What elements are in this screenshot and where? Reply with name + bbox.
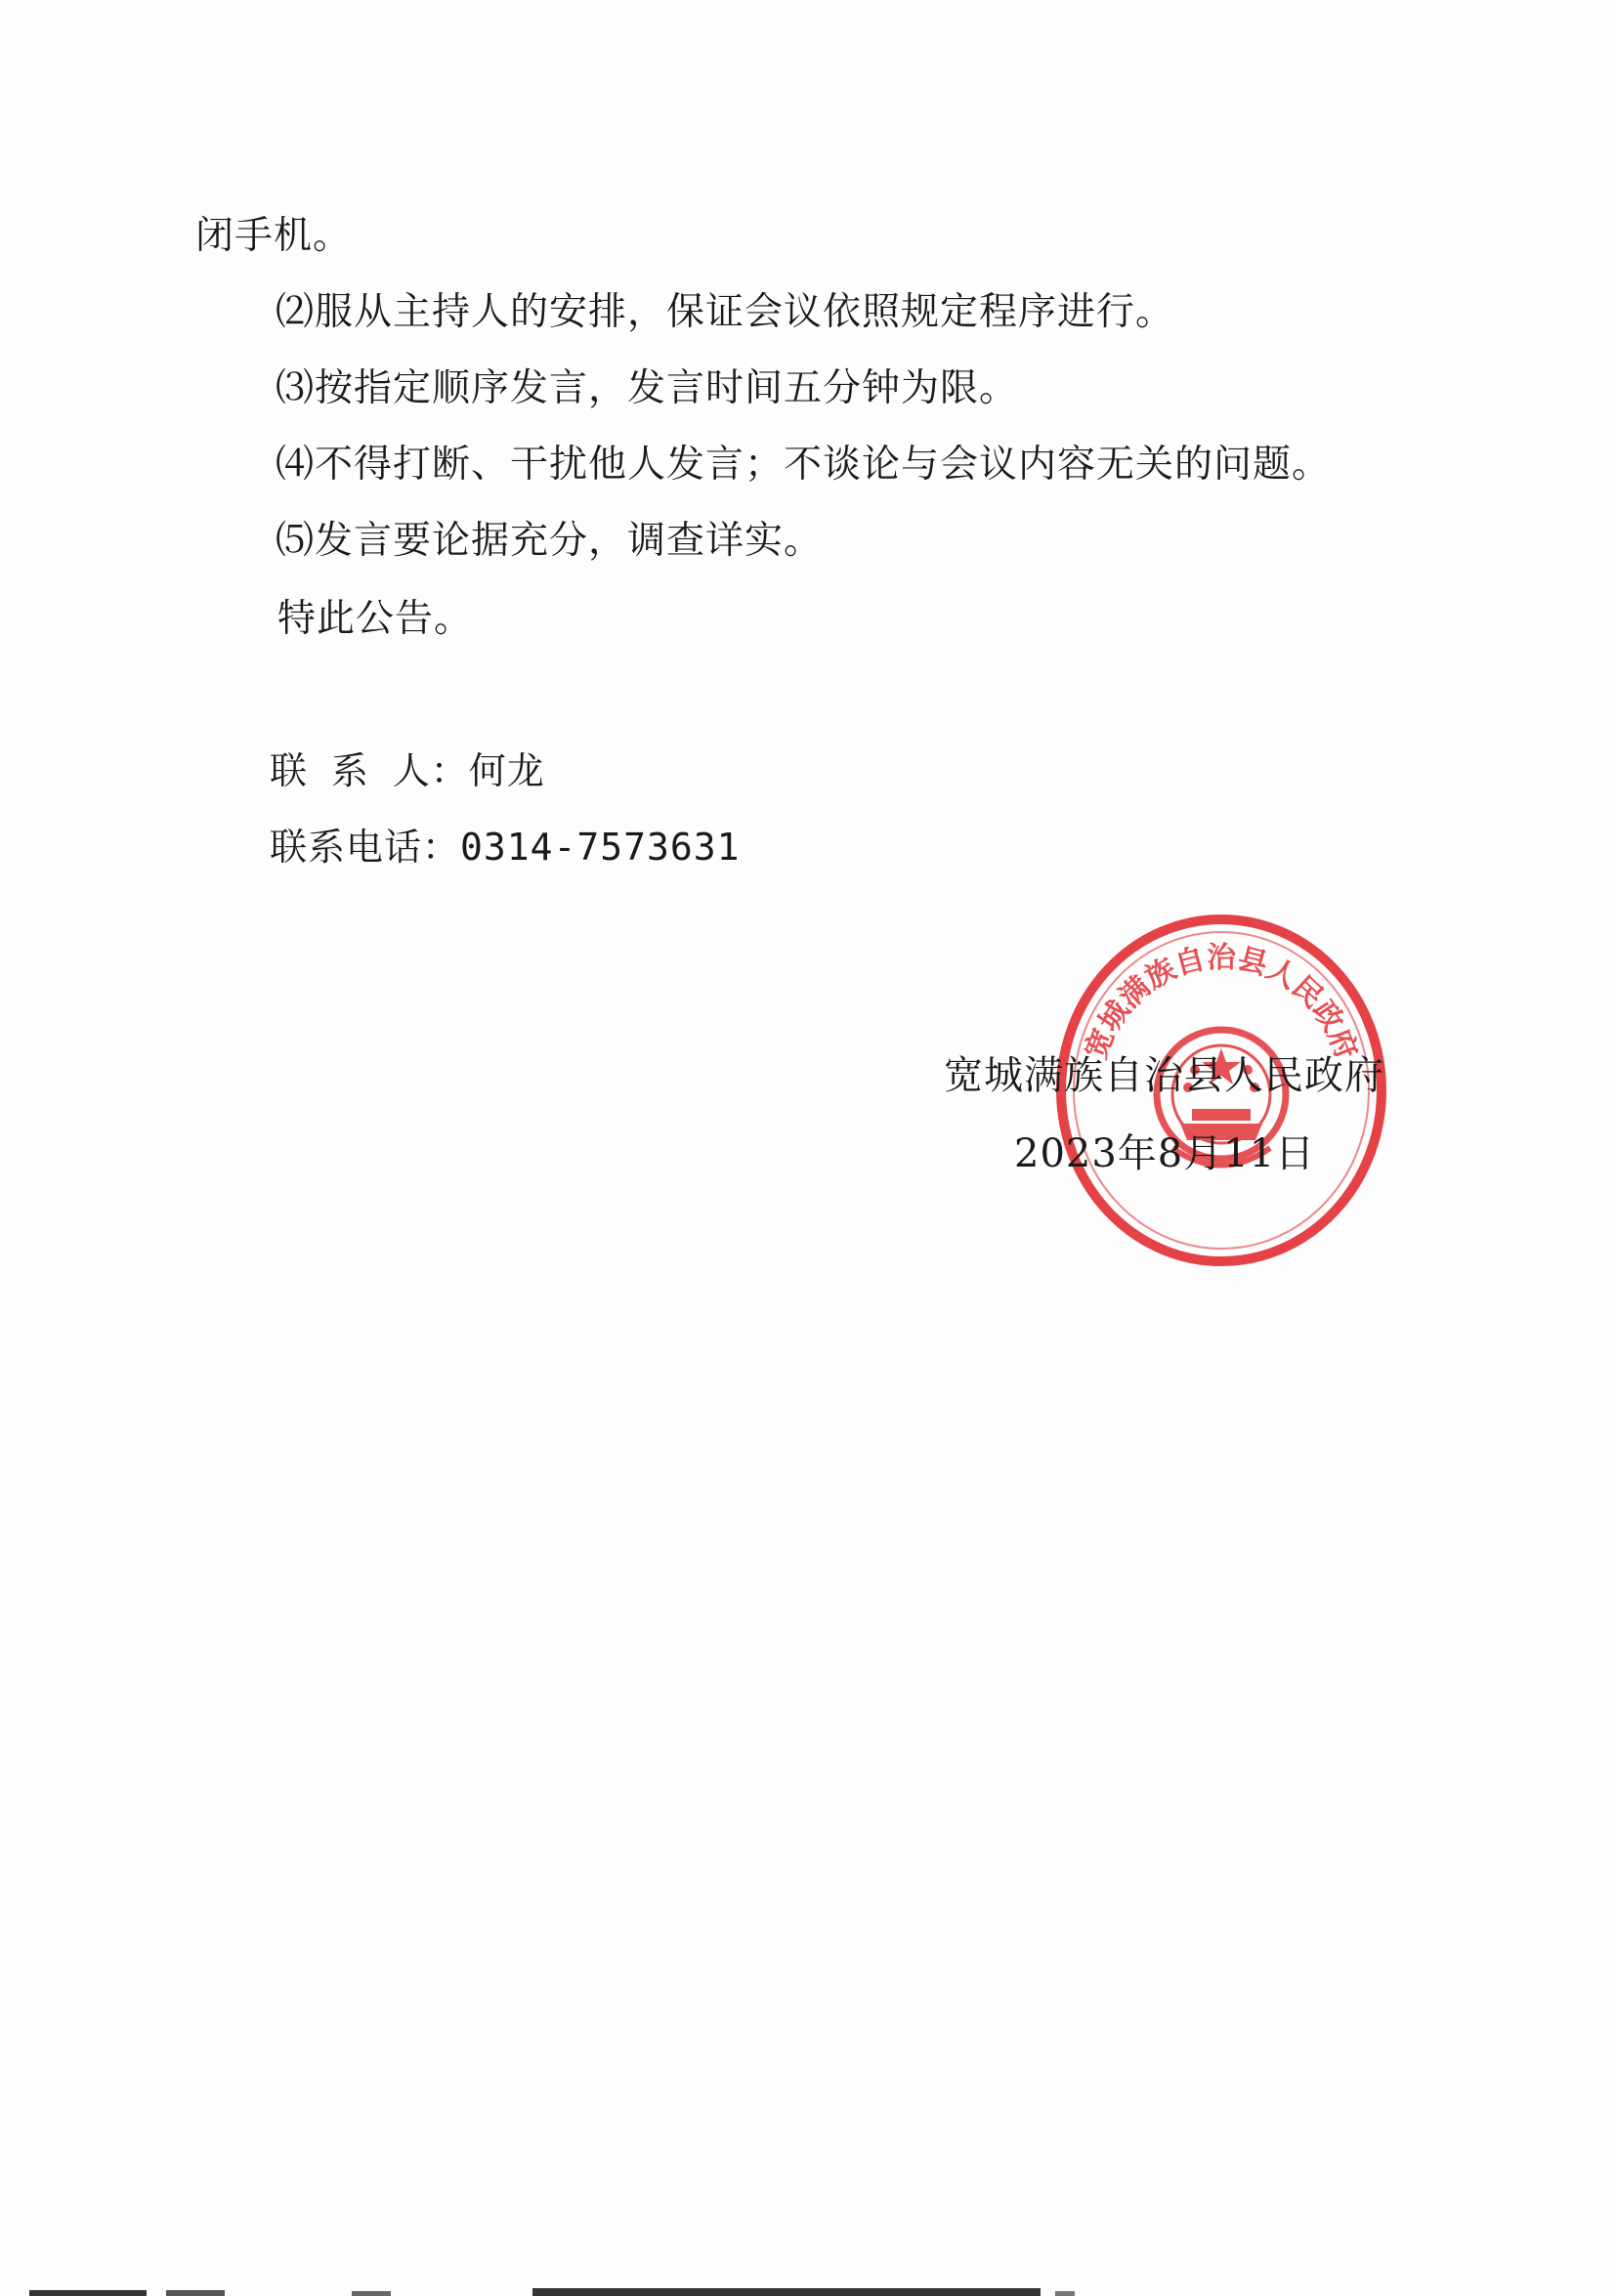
body-line-1: 闭手机。 [195, 214, 353, 258]
scan-artifact-strip [0, 2286, 1616, 2296]
contact-phone-value: 0314-7573631 [460, 826, 741, 869]
issuer-name: 宽城满族自治县人民政府 [944, 1053, 1384, 1098]
contact-person-value: 何龙 [468, 749, 545, 792]
seal-text: 宽城满族自治县人民政府 [1079, 941, 1364, 1064]
contact-phone-row [270, 824, 741, 871]
body-line-2: ⑵服从主持人的安排，保证会议依照规定程序进行。 [276, 290, 1175, 334]
body-line-3: ⑶按指定顺序发言，发言时间五分钟为限。 [276, 366, 1019, 410]
body-line-5: ⑸发言要论据充分，调查详实。 [276, 519, 824, 563]
closing-line: 特此公告。 [277, 597, 474, 641]
issue-date: 2023年8月11日 [1014, 1131, 1316, 1176]
contact-person-label: 联 系 人： [270, 749, 469, 792]
contact-phone-label: 联系电话： [270, 826, 461, 869]
contact-person-row [270, 747, 545, 794]
body-line-4: ⑷不得打断、干扰他人发言；不谈论与会议内容无关的问题。 [276, 443, 1332, 487]
